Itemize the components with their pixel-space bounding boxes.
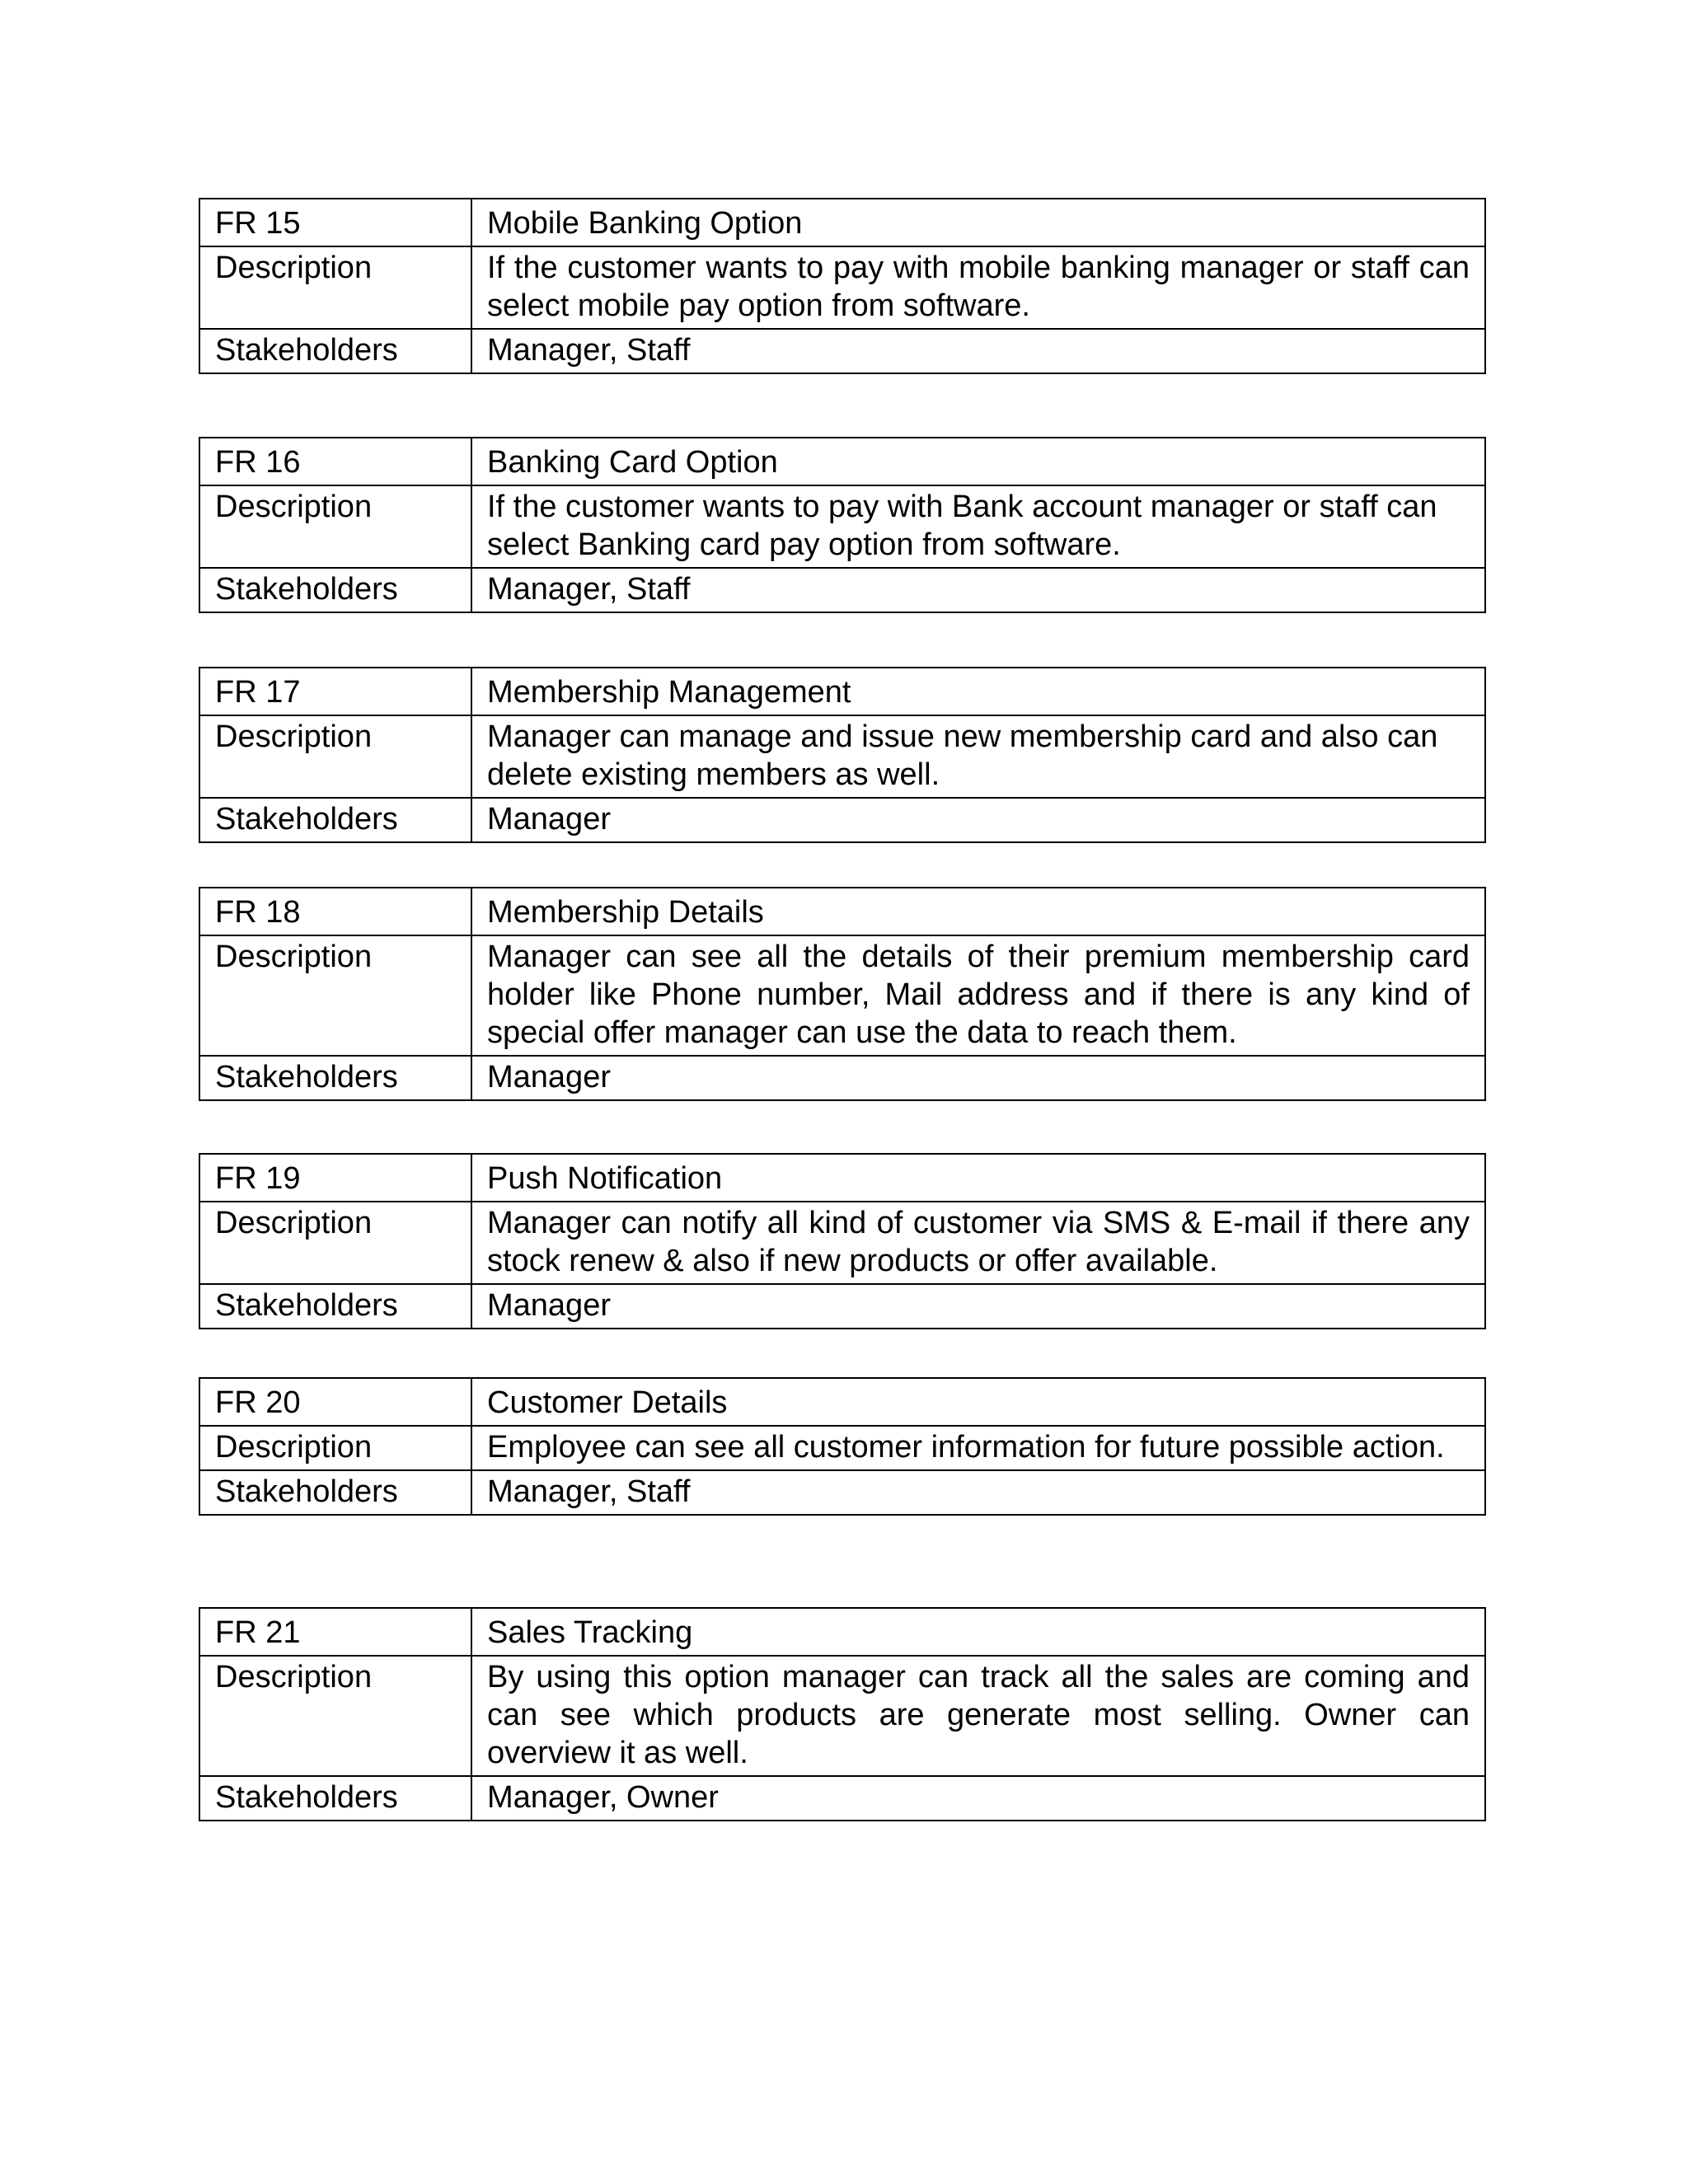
requirement-title: Membership Management xyxy=(471,668,1485,715)
requirement-title: Membership Details xyxy=(471,888,1485,935)
requirement-description: By using this option manager can track all the sales are coming and can see which products are generate most selling. Owner can overview it as well. xyxy=(471,1656,1485,1776)
requirement-title: Mobile Banking Option xyxy=(471,199,1485,246)
requirement-id-row xyxy=(199,199,1485,246)
description-label: Description xyxy=(199,1202,471,1284)
requirement-title: Banking Card Option xyxy=(471,438,1485,485)
requirement-table-fr18 xyxy=(199,887,1486,1101)
requirement-stakeholders-row xyxy=(199,1056,1485,1100)
stakeholders-label: Stakeholders xyxy=(199,1470,471,1515)
requirement-stakeholders-row xyxy=(199,1776,1485,1821)
requirement-table-fr20 xyxy=(199,1377,1486,1516)
requirement-stakeholders-row xyxy=(199,568,1485,612)
requirement-description-row xyxy=(199,1656,1485,1776)
requirement-description: Manager can notify all kind of customer via SMS & E-mail if there any stock renew & also if new products or offer available. xyxy=(471,1202,1485,1284)
stakeholders-label: Stakeholders xyxy=(199,329,471,373)
requirement-id: FR 20 xyxy=(199,1378,471,1426)
requirement-table-fr17 xyxy=(199,667,1486,843)
requirement-id-row xyxy=(199,1154,1485,1202)
description-label: Description xyxy=(199,1656,471,1776)
requirement-description: Manager can manage and issue new membership card and also can delete existing members as well. xyxy=(471,715,1485,798)
requirement-stakeholders: Manager, Staff xyxy=(471,568,1485,612)
requirement-stakeholders: Manager, Staff xyxy=(471,329,1485,373)
requirement-id: FR 18 xyxy=(199,888,471,935)
requirement-description-row xyxy=(199,1202,1485,1284)
description-label: Description xyxy=(199,246,471,329)
requirement-table-fr15 xyxy=(199,198,1486,374)
requirement-stakeholders: Manager xyxy=(471,1284,1485,1329)
requirement-stakeholders: Manager, Staff xyxy=(471,1470,1485,1515)
description-label: Description xyxy=(199,715,471,798)
requirement-description-row xyxy=(199,1426,1485,1470)
requirement-title: Push Notification xyxy=(471,1154,1485,1202)
requirement-description-row xyxy=(199,246,1485,329)
requirement-stakeholders: Manager xyxy=(471,798,1485,842)
requirement-description-row xyxy=(199,485,1485,568)
requirement-stakeholders-row xyxy=(199,1470,1485,1515)
requirement-table-fr21 xyxy=(199,1607,1486,1821)
requirement-stakeholders-row xyxy=(199,329,1485,373)
requirement-stakeholders: Manager, Owner xyxy=(471,1776,1485,1821)
requirement-id-row xyxy=(199,1608,1485,1656)
requirement-id: FR 19 xyxy=(199,1154,471,1202)
requirement-id-row xyxy=(199,668,1485,715)
requirement-table-fr16 xyxy=(199,437,1486,613)
requirement-id: FR 16 xyxy=(199,438,471,485)
requirement-title: Sales Tracking xyxy=(471,1608,1485,1656)
requirement-description-row xyxy=(199,715,1485,798)
requirement-description: If the customer wants to pay with mobile banking manager or staff can select mobile pay option from software. xyxy=(471,246,1485,329)
requirement-id: FR 21 xyxy=(199,1608,471,1656)
requirement-table-fr19 xyxy=(199,1153,1486,1329)
requirement-description: Employee can see all customer information for future possible action. xyxy=(471,1426,1485,1470)
requirement-stakeholders-row xyxy=(199,1284,1485,1329)
requirement-id: FR 15 xyxy=(199,199,471,246)
description-label: Description xyxy=(199,1426,471,1470)
stakeholders-label: Stakeholders xyxy=(199,1056,471,1100)
stakeholders-label: Stakeholders xyxy=(199,1284,471,1329)
description-label: Description xyxy=(199,935,471,1056)
requirement-stakeholders: Manager xyxy=(471,1056,1485,1100)
requirement-id-row xyxy=(199,888,1485,935)
requirement-id-row xyxy=(199,1378,1485,1426)
stakeholders-label: Stakeholders xyxy=(199,568,471,612)
requirement-description-row xyxy=(199,935,1485,1056)
requirement-description: If the customer wants to pay with Bank account manager or staff can select Banking card pay option from software. xyxy=(471,485,1485,568)
description-label: Description xyxy=(199,485,471,568)
requirement-stakeholders-row xyxy=(199,798,1485,842)
stakeholders-label: Stakeholders xyxy=(199,1776,471,1821)
requirement-description: Manager can see all the details of their premium membership card holder like Phone number, Mail address and if there is any kind of special offer manager can use the data to reach them. xyxy=(471,935,1485,1056)
requirement-title: Customer Details xyxy=(471,1378,1485,1426)
stakeholders-label: Stakeholders xyxy=(199,798,471,842)
requirement-id-row xyxy=(199,438,1485,485)
requirement-id: FR 17 xyxy=(199,668,471,715)
